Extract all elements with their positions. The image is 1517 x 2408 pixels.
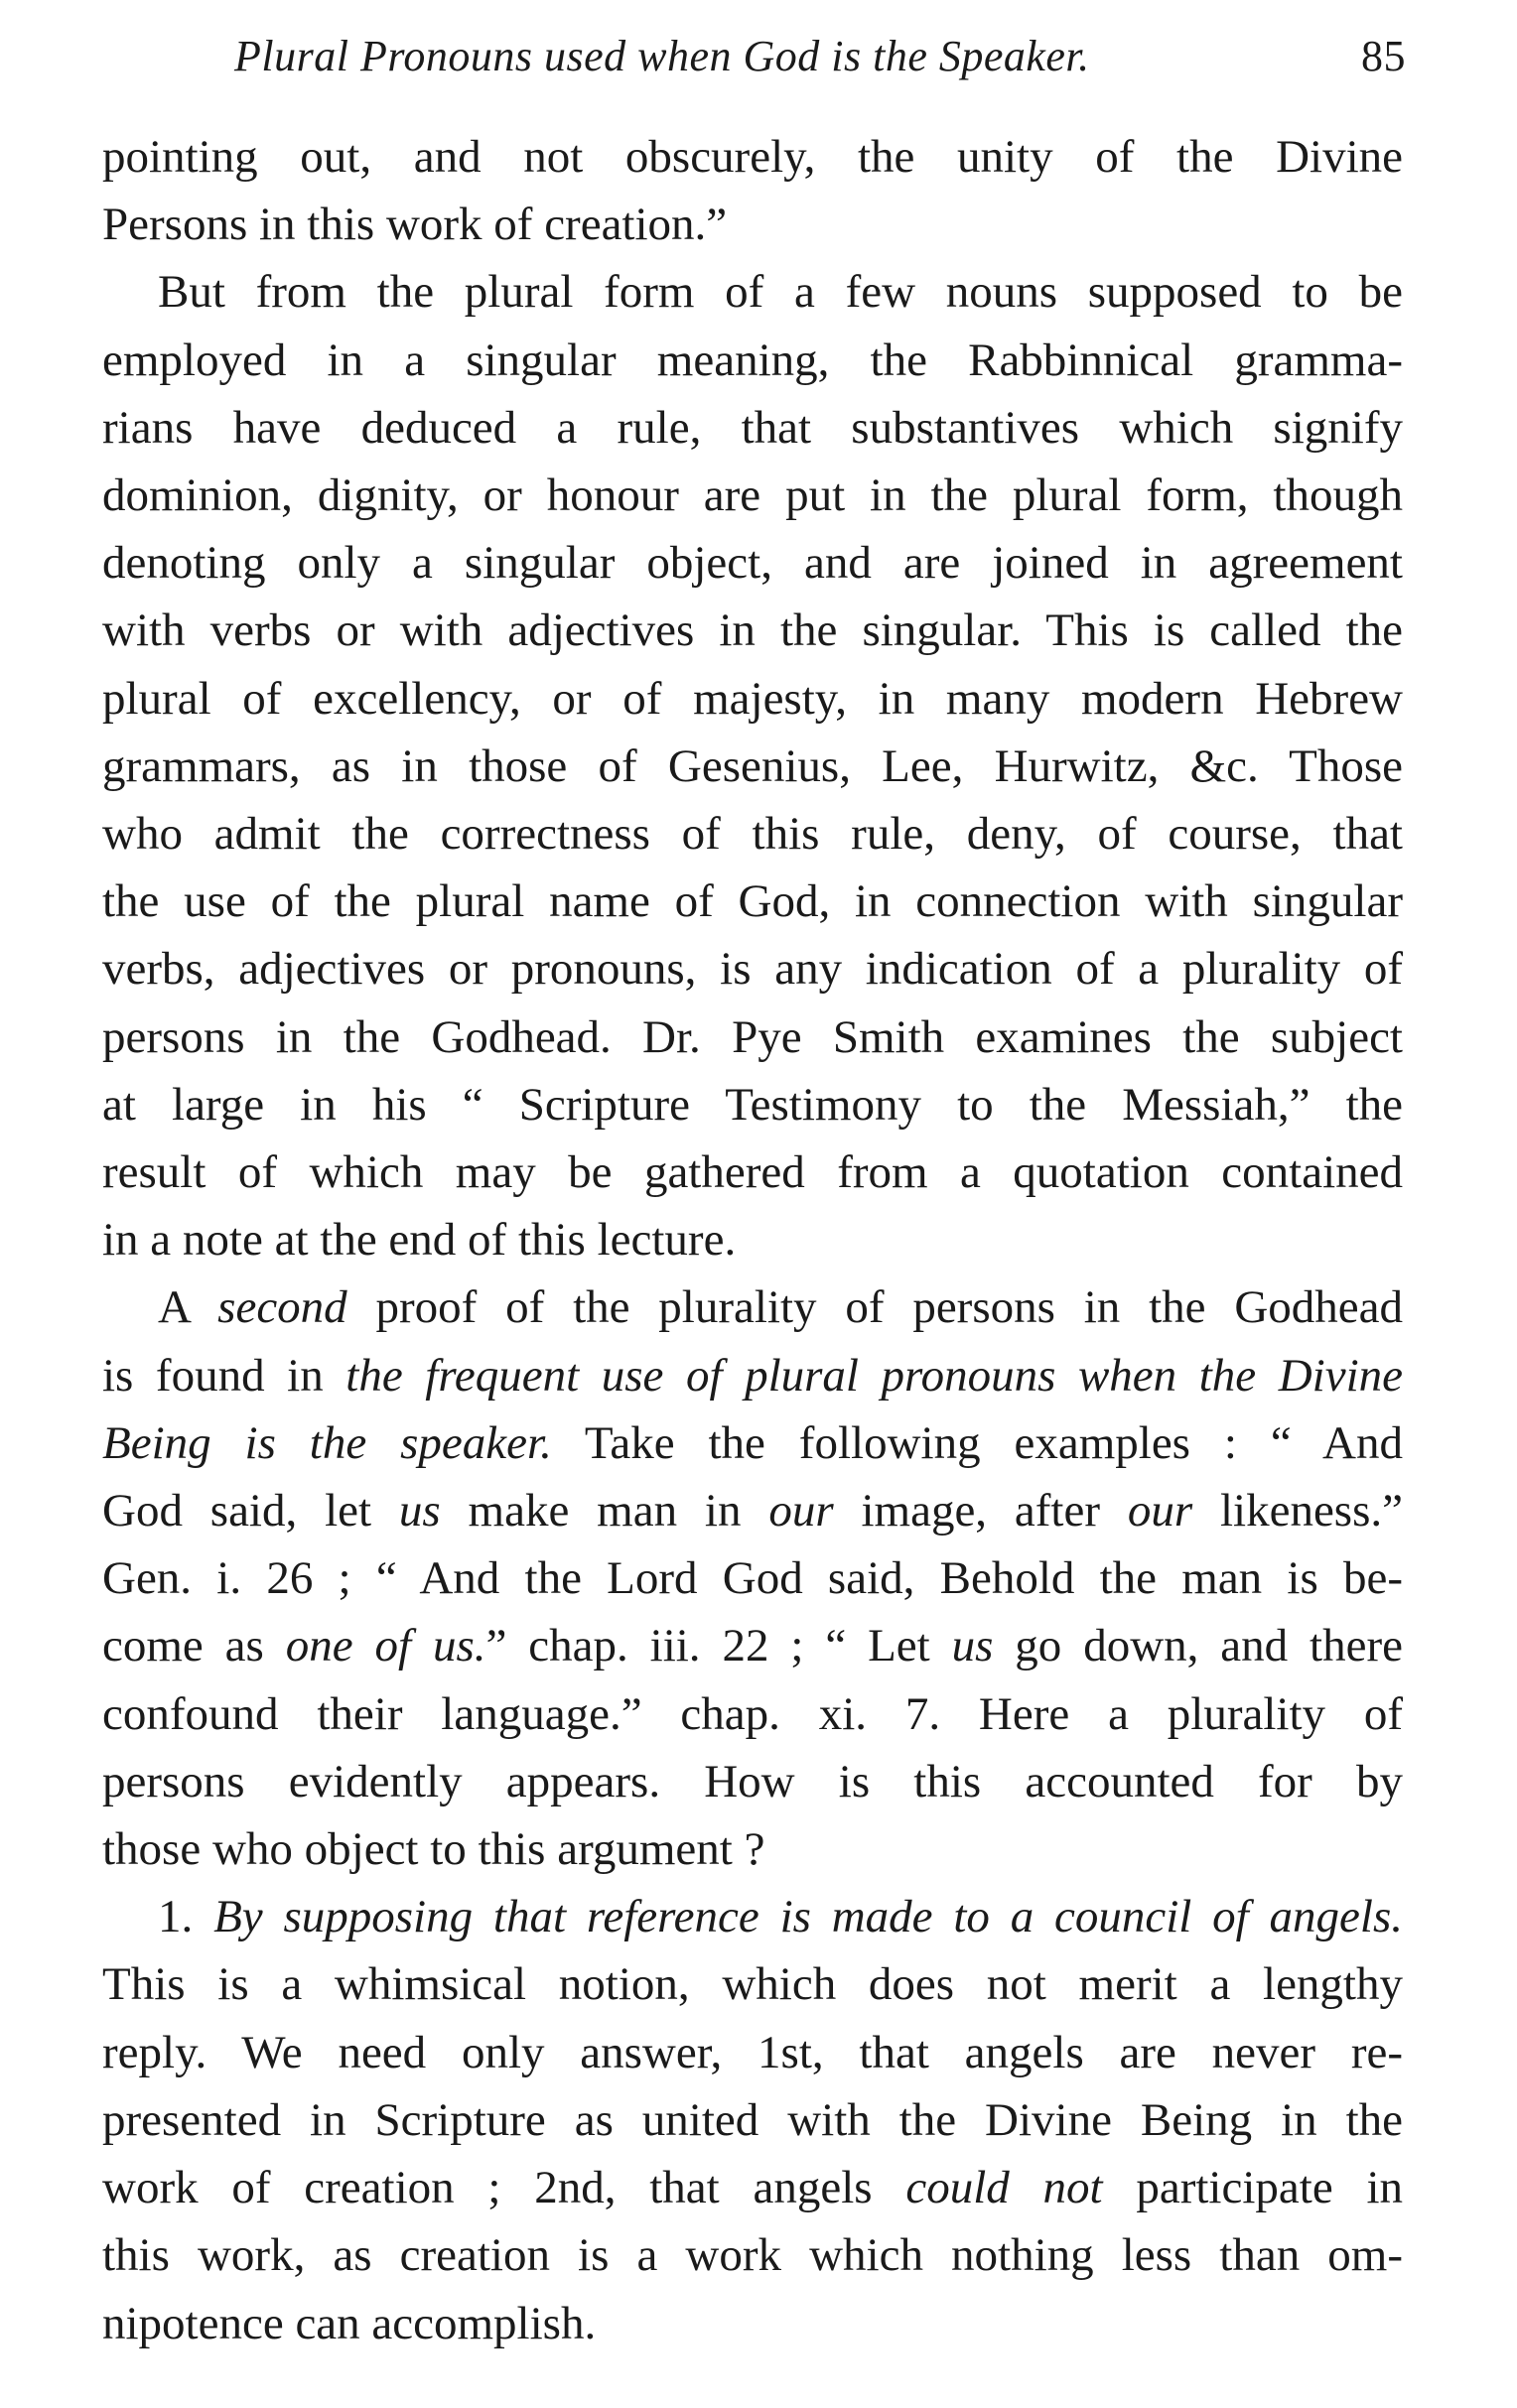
text-line: this work, as creation is a work which nothing less than om-: [102, 2229, 1403, 2282]
text-line: [102, 1477, 1403, 1544]
text-run: proof of the plurality of persons in the Godhead: [346, 1281, 1403, 1334]
italic-run: could not: [905, 2162, 1103, 2214]
text-line: [102, 1883, 1403, 1950]
text-line: Persons in this work of creation.”: [102, 199, 728, 251]
text-run: likeness.”: [1192, 1485, 1403, 1538]
text-run: come as: [102, 1620, 286, 1672]
text-line: employed in a singular meaning, the Rabbinnical gramma-: [102, 334, 1403, 386]
text-run: God said, let: [102, 1485, 399, 1538]
text-line: But from the plural form of a few nouns supposed to be: [158, 266, 1403, 319]
text-run: make man in: [440, 1485, 769, 1538]
text-run: 1.: [158, 1891, 214, 1943]
body-text: [102, 123, 1403, 2357]
text-run: work of creation ; 2nd, that angels: [102, 2162, 873, 2214]
running-header: [234, 24, 1406, 89]
text-line: the use of the plural name of God, in connection with singular: [102, 875, 1403, 928]
italic-run: one of us.: [285, 1620, 486, 1672]
text-line: [102, 2154, 1403, 2221]
running-title: Plural Pronouns used when God is the Speaker.: [234, 32, 1090, 80]
text-line: at large in his “ Scripture Testimony to the Messiah,” the: [102, 1078, 1403, 1131]
text-run: go down, and there: [993, 1620, 1403, 1672]
text-line: plural of excellency, or of majesty, in many modern Hebrew: [102, 672, 1403, 725]
text-line: This is a whimsical notion, which does not merit a lengthy: [102, 1958, 1403, 2011]
text-run: A: [158, 1281, 218, 1334]
text-line: in a note at the end of this lecture.: [102, 1214, 737, 1267]
text-run: ” chap. iii. 22 ; “ Let: [485, 1620, 952, 1672]
text-run: participate in: [1102, 2162, 1404, 2214]
text-line: persons in the Godhead. Dr. Pye Smith examines the subject: [102, 1010, 1403, 1063]
page-number: 85: [1361, 32, 1406, 80]
italic-run: By supposing that reference is made to a council of angels.: [213, 1891, 1403, 1943]
paragraph-council-of-angels: [102, 1883, 1403, 2356]
text-line: persons evidently appears. How is this accounted for by: [102, 1755, 1403, 1807]
italic-run: the frequent use of plural pronouns when the Divine: [345, 1349, 1404, 1402]
text-line: [102, 1612, 1403, 1679]
text-run: Take the following examples : “ And: [551, 1416, 1403, 1469]
text-line: dominion, dignity, or honour are put in the plural form, though: [102, 469, 1403, 522]
text-line: with verbs or with adjectives in the singular. This is called the: [102, 604, 1403, 657]
text-line: reply. We need only answer, 1st, that angels are never re-: [102, 2026, 1403, 2078]
text-run: is found in: [102, 1349, 346, 1402]
text-line: grammars, as in those of Gesenius, Lee, Hurwitz, &c. Those: [102, 739, 1403, 792]
text-line: pointing out, and not obscurely, the unity of the Divine: [102, 131, 1403, 183]
text-line: nipotence can accomplish.: [102, 2297, 597, 2349]
text-line: [102, 1273, 1403, 1341]
text-line: who admit the correctness of this rule, deny, of course, that: [102, 808, 1403, 861]
paragraph-plural-of-excellency: [102, 258, 1403, 1273]
italic-run: Being is the speaker.: [102, 1416, 552, 1469]
text-line: [102, 1409, 1403, 1477]
text-line: confound their language.” chap. xi. 7. Here a plurality of: [102, 1687, 1403, 1740]
italic-run: our: [1127, 1485, 1193, 1538]
italic-run: second: [217, 1281, 347, 1334]
text-line: those who object to this argument ?: [102, 1823, 765, 1876]
text-line: result of which may be gathered from a quotation contained: [102, 1146, 1403, 1199]
text-line: rians have deduced a rule, that substantives which signify: [102, 401, 1403, 454]
text-run: image, after: [833, 1485, 1128, 1538]
text-line: verbs, adjectives or pronouns, is any indication of a plurality of: [102, 943, 1403, 996]
italic-run: us: [951, 1620, 994, 1672]
text-line: Gen. i. 26 ; “ And the Lord God said, Behold the man is be-: [102, 1552, 1403, 1605]
paragraph-second-proof: [102, 1273, 1403, 1883]
italic-run: us: [398, 1485, 441, 1538]
text-line: [102, 1342, 1403, 1409]
text-line: denoting only a singular object, and are joined in agreement: [102, 537, 1403, 590]
italic-run: our: [768, 1485, 834, 1538]
paragraph-continuation: [102, 123, 1403, 258]
text-line: presented in Scripture as united with the Divine Being in the: [102, 2093, 1403, 2146]
